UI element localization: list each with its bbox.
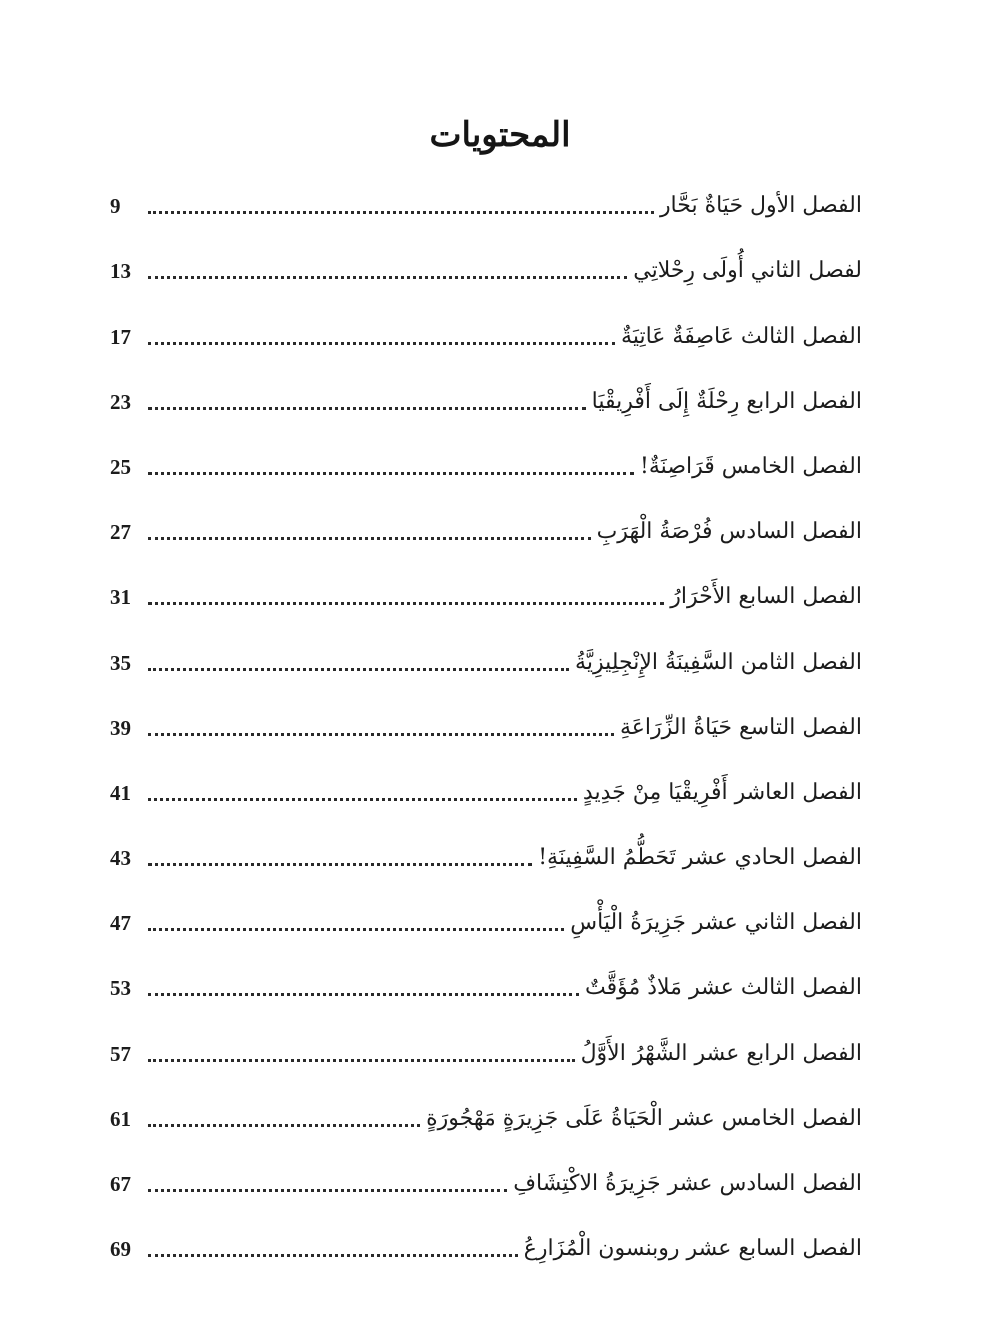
dot-leader [148, 276, 627, 279]
chapter-title: الفصل السابع عشر روبنسون الْمُزَارِعُ [523, 1236, 862, 1262]
dot-leader [148, 798, 577, 801]
toc-entry [110, 818, 862, 883]
toc-entry [110, 753, 862, 818]
dot-leader [148, 668, 569, 671]
page-number: 61 [110, 1106, 131, 1131]
toc-entry [110, 883, 862, 948]
dot-leader [148, 472, 634, 475]
chapter-title: الفصل السادس فُرْصَةُ الْهَرَبِ [596, 519, 862, 545]
toc-entry [110, 296, 862, 361]
page-number: 41 [110, 780, 131, 805]
chapter-title: الفصل الخامس قَرَاصِنَةٌ! [640, 453, 862, 479]
page-number: 43 [110, 846, 131, 871]
dot-leader [148, 1124, 420, 1127]
page-number: 39 [110, 715, 131, 740]
toc-entry [110, 1144, 862, 1209]
page-number: 13 [110, 259, 131, 284]
toc-entry [110, 427, 862, 492]
chapter-title: لفصل الثاني أُولَى رِحْلاتِي [633, 258, 862, 284]
dot-leader [148, 342, 615, 345]
dot-leader [148, 733, 614, 736]
chapter-title: الفصل الثاني عشر جَزِيرَةُ الْيَأْسِ [570, 910, 862, 936]
chapter-title: الفصل الرابع رِحْلَةٌ إِلَى أَفْرِيقْيَا [591, 388, 862, 414]
chapter-title: الفصل السادس عشر جَزِيرَةُ الاكْتِشَافِ [513, 1171, 862, 1196]
page-number: 53 [110, 976, 131, 1001]
dot-leader [148, 993, 579, 996]
dot-leader [148, 602, 664, 605]
page-number: 17 [110, 324, 131, 349]
toc-entry [110, 166, 862, 231]
chapter-title: الفصل الثالث عَاصِفَةٌ عَاتِيَةٌ [621, 323, 862, 349]
toc-entry [110, 492, 862, 557]
dot-leader [148, 1254, 518, 1257]
chapter-title: الفصل الخامس عشر الْحَيَاةُ عَلَى جَزِيرَةٍ مَهْجُورَةٍ [426, 1105, 862, 1131]
page-title: المحتويات [429, 114, 571, 155]
chapter-title: الفصل الثامن السَّفِينَةُ الإِنْجِلِيزِيَّةُ [575, 649, 862, 675]
toc-entry [110, 688, 862, 753]
toc-entry [110, 1079, 862, 1144]
toc-entry [110, 362, 862, 427]
page-number: 27 [110, 520, 131, 545]
page-number: 35 [110, 650, 131, 675]
dot-leader [148, 1189, 507, 1192]
page-number: 69 [110, 1237, 131, 1262]
toc-entry [110, 231, 862, 296]
page-number: 47 [110, 911, 131, 936]
chapter-title: الفصل الثالث عشر مَلاذٌ مُؤَقَّتٌ [585, 975, 862, 1001]
toc-entry [110, 622, 862, 687]
chapter-title: الفصل السابع الأَحْرَارُ [670, 584, 862, 610]
dot-leader [148, 863, 532, 866]
dot-leader [148, 1059, 575, 1062]
toc-entry [110, 1209, 862, 1274]
dot-leader [148, 537, 591, 540]
page-number: 23 [110, 389, 131, 414]
page-number: 9 [110, 194, 121, 219]
page-number: 25 [110, 454, 131, 479]
page-number: 31 [110, 585, 131, 610]
chapter-title: الفصل الأول حَيَاةٌ بَحَّار [659, 193, 862, 219]
chapter-title: الفصل التاسع حَيَاةُ الزِّرَاعَةِ [619, 714, 862, 740]
dot-leader [148, 407, 586, 410]
dot-leader [148, 211, 654, 214]
toc-entry [110, 1013, 862, 1078]
table-of-contents [110, 166, 862, 1274]
chapter-title: الفصل العاشر أَفْرِيقْيَا مِنْ جَدِيدٍ [582, 779, 862, 805]
dot-leader [148, 928, 564, 931]
chapter-title: الفصل الرابع عشر الشَّهْرُ الأَوَّلُ [580, 1040, 862, 1066]
toc-entry [110, 557, 862, 622]
page-number: 67 [110, 1172, 131, 1196]
page-number: 57 [110, 1041, 131, 1066]
chapter-title: الفصل الحادي عشر تَحَطُّمُ السَّفِينَةِ! [538, 845, 862, 871]
toc-entry [110, 948, 862, 1013]
